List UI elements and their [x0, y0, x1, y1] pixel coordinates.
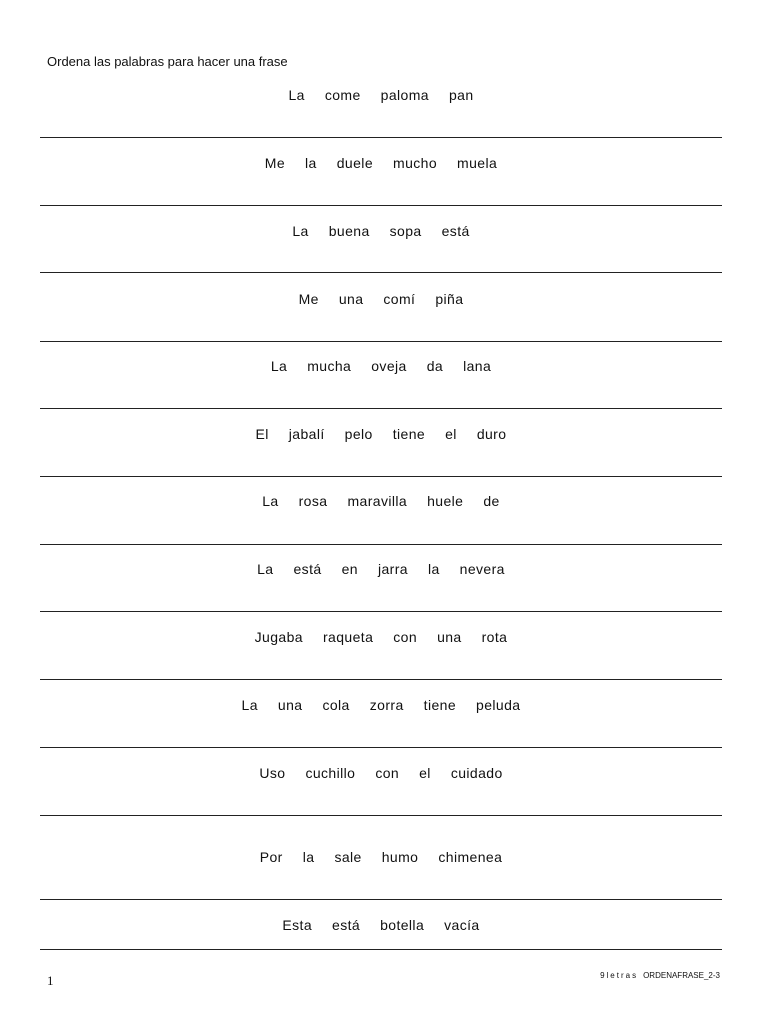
scrambled-word: huele — [427, 493, 464, 509]
answer-line — [40, 899, 722, 900]
word-list — [259, 764, 502, 782]
scrambled-word: buena — [328, 223, 370, 239]
scrambled-word: en — [341, 561, 358, 577]
sentence-row — [40, 221, 722, 241]
scrambled-word: vacía — [444, 917, 480, 933]
scrambled-word: piña — [435, 291, 464, 307]
scrambled-word: Uso — [259, 765, 286, 781]
scrambled-word: cola — [322, 697, 350, 713]
sentence-row — [40, 153, 722, 173]
scrambled-word: mucho — [393, 155, 438, 171]
scrambled-word: pan — [448, 87, 474, 103]
word-list — [262, 492, 499, 510]
scrambled-word: el — [445, 426, 457, 442]
scrambled-word: mucha — [307, 358, 352, 374]
scrambled-word: de — [483, 493, 500, 509]
scrambled-word: sopa — [389, 223, 422, 239]
scrambled-word: jarra — [377, 561, 408, 577]
scrambled-word: Me — [264, 155, 286, 171]
footer-code — [600, 971, 720, 981]
sentence-row — [40, 424, 722, 444]
answer-line — [40, 949, 722, 950]
scrambled-word: una — [338, 291, 364, 307]
scrambled-word: rosa — [298, 493, 328, 509]
sentence-row — [40, 763, 722, 783]
scrambled-word: sale — [334, 849, 362, 865]
scrambled-word: duro — [476, 426, 507, 442]
sentence-row — [40, 915, 722, 935]
sentence-row — [40, 289, 722, 309]
scrambled-word: está — [293, 561, 322, 577]
scrambled-word: Por — [259, 849, 283, 865]
scrambled-word: oveja — [371, 358, 407, 374]
answer-line — [40, 272, 722, 273]
page-number: 1 — [47, 973, 54, 988]
scrambled-word: El — [255, 426, 269, 442]
answer-line — [40, 137, 722, 138]
scrambled-word: La — [292, 223, 309, 239]
sentence-row — [40, 491, 722, 511]
word-list — [265, 154, 497, 172]
answer-line — [40, 679, 722, 680]
scrambled-word: tiene — [423, 697, 457, 713]
scrambled-word: muela — [457, 155, 498, 171]
scrambled-word: cuchillo — [305, 765, 356, 781]
scrambled-word: come — [324, 87, 361, 103]
scrambled-word: La — [257, 561, 274, 577]
scrambled-word: con — [375, 765, 400, 781]
word-list — [292, 222, 469, 240]
scrambled-word: maravilla — [347, 493, 408, 509]
scrambled-word: Me — [298, 291, 319, 307]
scrambled-word: una — [277, 697, 303, 713]
scrambled-word: la — [305, 155, 317, 171]
word-list — [288, 86, 473, 104]
word-list — [282, 916, 479, 934]
scrambled-word: raqueta — [322, 629, 374, 645]
sentence-row — [40, 85, 722, 105]
scrambled-word: pelo — [344, 426, 373, 442]
scrambled-word: una — [437, 629, 462, 645]
scrambled-word: está — [441, 223, 470, 239]
answer-line — [40, 815, 722, 816]
answer-line — [40, 205, 722, 206]
scrambled-word: Jugaba — [254, 629, 303, 645]
scrambled-word: está — [332, 917, 361, 933]
scrambled-word: comí — [383, 291, 416, 307]
scrambled-word: La — [241, 697, 258, 713]
sentence-row — [40, 356, 722, 376]
scrambled-word: La — [262, 493, 279, 509]
scrambled-word: lana — [463, 358, 492, 374]
word-list — [299, 290, 464, 308]
scrambled-word: el — [419, 765, 431, 781]
scrambled-word: humo — [381, 849, 419, 865]
scrambled-word: botella — [380, 917, 425, 933]
answer-line — [40, 476, 722, 477]
scrambled-word: chimenea — [438, 849, 503, 865]
scrambled-word: con — [393, 629, 418, 645]
word-list — [271, 357, 491, 375]
word-list — [242, 696, 521, 714]
scrambled-word: cuidado — [450, 765, 503, 781]
answer-line — [40, 747, 722, 748]
answer-line — [40, 611, 722, 612]
sentence-row — [40, 559, 722, 579]
scrambled-word: tiene — [392, 426, 426, 442]
scrambled-word: da — [426, 358, 444, 374]
footer-worksheet-code: ORDENAFRASE_2-3 — [643, 971, 720, 980]
scrambled-word: rota — [481, 629, 508, 645]
scrambled-word: la — [302, 849, 315, 865]
word-list — [260, 848, 503, 866]
scrambled-word: La — [288, 87, 305, 103]
scrambled-word: zorra — [369, 697, 404, 713]
scrambled-word: nevera — [459, 561, 505, 577]
sentence-row — [40, 847, 722, 867]
scrambled-word: jabalí — [288, 426, 325, 442]
sentence-row — [40, 627, 722, 647]
answer-line — [40, 408, 722, 409]
word-list — [257, 560, 505, 578]
word-list — [256, 425, 507, 443]
answer-line — [40, 341, 722, 342]
word-list — [255, 628, 508, 646]
scrambled-word: peluda — [476, 697, 521, 713]
scrambled-word: paloma — [380, 87, 429, 103]
answer-line — [40, 544, 722, 545]
scrambled-word: La — [270, 358, 288, 374]
footer-brand: 9letras — [600, 971, 639, 980]
scrambled-word: duele — [336, 155, 374, 171]
scrambled-word: la — [427, 561, 440, 577]
instruction-text: Ordena las palabras para hacer una frase — [47, 54, 288, 69]
sentence-row — [40, 695, 722, 715]
scrambled-word: Esta — [282, 917, 313, 933]
